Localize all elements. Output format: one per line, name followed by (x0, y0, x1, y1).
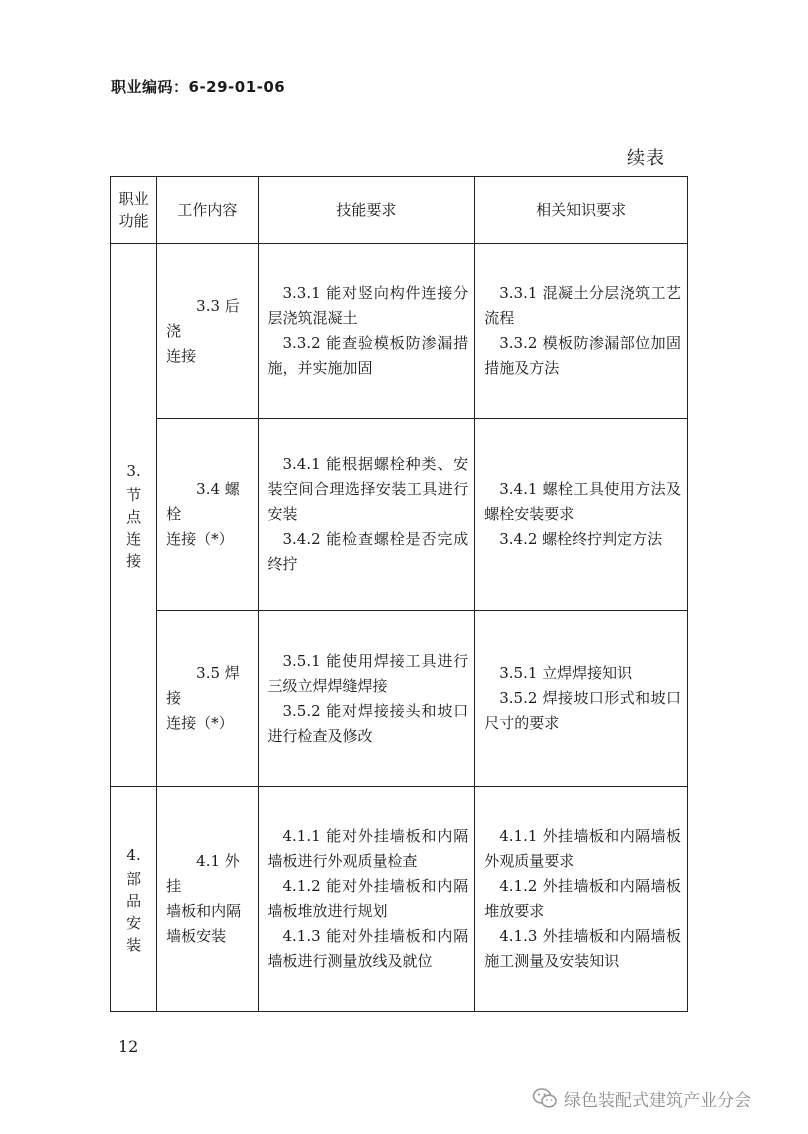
knowledge-item: 3.4.1 螺栓工具使用方法及螺栓安装要求 (484, 480, 681, 523)
skill-item: 3.3.1 能对竖向构件连接分层浇筑混凝土 (267, 284, 469, 327)
knowledge-cell (475, 244, 688, 419)
knowledge-item: 3.5.1 立焊焊接知识 (499, 664, 633, 682)
watermark-text: 绿色装配式建筑产业分会 (564, 1090, 751, 1111)
knowledge-item: 4.1.3 外挂墙板和内隔墙板施工测量及安装知识 (484, 927, 681, 970)
watermark (532, 1085, 751, 1111)
table-header-row (111, 177, 688, 244)
work-line: 4.1 外挂 (166, 852, 240, 895)
knowledge-item: 3.3.2 模板防渗漏部位加固措施及方法 (484, 334, 681, 377)
knowledge-item: 3.5.2 焊接坡口形式和坡口尺寸的要求 (484, 689, 681, 732)
work-content-cell (157, 244, 258, 419)
work-content-cell (157, 611, 258, 787)
table-row (111, 419, 688, 611)
function-cell-nodes (111, 244, 157, 787)
function-char: 接 (126, 551, 142, 570)
work-line: 3.3 后浇 (166, 296, 240, 340)
function-number: 3. (126, 461, 141, 480)
function-char: 安 (126, 913, 142, 932)
skills-cell (258, 787, 475, 1012)
work-content-cell (157, 419, 258, 611)
header-function-line: 功能 (118, 212, 149, 230)
function-char: 装 (126, 935, 142, 954)
knowledge-item: 4.1.2 外挂墙板和内隔墙板堆放要求 (484, 877, 681, 920)
table-row (111, 244, 688, 419)
knowledge-cell (475, 419, 688, 611)
table-row (111, 787, 688, 1012)
work-line: 连接（*） (166, 530, 234, 548)
function-cell-components (111, 787, 157, 1012)
knowledge-cell (475, 611, 688, 787)
work-line: 墙板和内隔 (166, 902, 242, 920)
work-line: 墙板安装 (166, 927, 227, 945)
skill-item: 3.5.2 能对焊接接头和坡口进行检查及修改 (267, 701, 469, 745)
work-content-cell (157, 787, 258, 1012)
page-number: 12 (118, 1037, 139, 1056)
skills-cell (258, 611, 475, 787)
function-number: 4. (126, 845, 141, 864)
competency-table (110, 176, 688, 1012)
skill-item: 4.1.1 能对外挂墙板和内隔墙板进行外观质量检查 (267, 827, 469, 870)
knowledge-cell (475, 787, 688, 1012)
header-work-content: 工作内容 (157, 177, 258, 244)
function-char: 连 (126, 529, 142, 548)
skill-item: 3.5.1 能使用焊接工具进行三级立焊焊缝焊接 (267, 651, 469, 695)
skill-item: 3.4.1 能根据螺栓种类、安装空间合理选择安装工具进行安装 (267, 455, 469, 523)
wechat-icon (532, 1085, 558, 1111)
continued-label: 续表 (627, 148, 665, 169)
knowledge-item: 3.4.2 螺栓终拧判定方法 (499, 530, 663, 548)
table-row (111, 611, 688, 787)
work-line: 连接（*） (166, 714, 234, 732)
work-line: 连接 (166, 346, 197, 365)
function-char: 节 (126, 485, 142, 504)
occupation-code: 职业编码：6-29-01-06 (111, 78, 286, 96)
work-line: 3.5 焊接 (166, 664, 240, 707)
skill-item: 3.3.2 能查验模板防渗漏措施，并实施加固 (267, 334, 469, 377)
skills-cell (258, 419, 475, 611)
function-char: 点 (126, 507, 142, 526)
work-line: 3.4 螺栓 (166, 480, 240, 523)
knowledge-item: 3.3.1 混凝土分层浇筑工艺流程 (484, 284, 681, 327)
function-char: 部 (126, 869, 142, 888)
function-char: 品 (126, 891, 142, 910)
header-function (111, 177, 157, 244)
skill-item: 4.1.3 能对外挂墙板和内隔墙板进行测量放线及就位 (267, 927, 469, 970)
skill-item: 3.4.2 能检查螺栓是否完成终拧 (267, 530, 469, 573)
skill-item: 4.1.2 能对外挂墙板和内隔墙板堆放进行规划 (267, 877, 469, 920)
header-skill-requirements: 技能要求 (258, 177, 475, 244)
skills-cell (258, 244, 475, 419)
header-function-line: 职业 (118, 190, 149, 208)
header-knowledge-requirements: 相关知识要求 (475, 177, 688, 244)
knowledge-item: 4.1.1 外挂墙板和内隔墙板外观质量要求 (484, 827, 681, 870)
